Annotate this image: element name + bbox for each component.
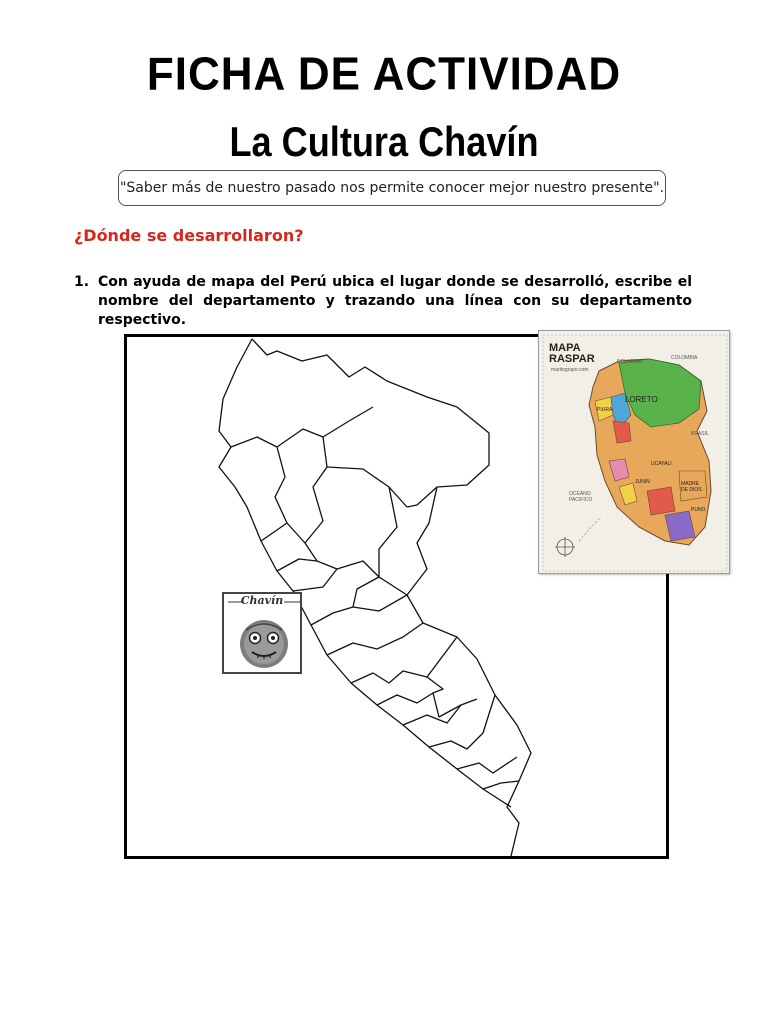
mini-map-title: MAPA RASPAR — [549, 342, 595, 365]
quote-box — [118, 170, 666, 206]
instruction-number: 1. — [74, 274, 90, 290]
dept-line — [327, 467, 407, 507]
quote-text: "Saber más de nuestro pasado nos permite conocer mejor nuestro presente". — [119, 180, 665, 196]
dept-line — [483, 781, 519, 789]
mini-map-website: maritogrupo.com — [551, 367, 589, 373]
dept-line — [429, 695, 495, 749]
mini-map-dept-madre-de-dios: MADRE DE DIOS — [681, 481, 702, 493]
dept-line — [457, 757, 517, 773]
dept-line — [379, 487, 397, 577]
dept-line — [351, 637, 457, 683]
chavin-label: Chavín — [240, 594, 284, 607]
dept-line — [353, 577, 379, 607]
dept-line — [407, 487, 437, 507]
mini-map-dept-loreto: LORETO — [625, 395, 658, 404]
dept-line — [327, 623, 423, 655]
mini-map-dept-piura: PIURA — [597, 407, 613, 413]
mini-map-country-brasil: BRASIL — [691, 431, 709, 437]
mini-map-country-colombia: COLOMBIA — [671, 355, 698, 361]
mini-map-ocean: OCEANO PACIFICO — [569, 491, 593, 503]
dept-line — [311, 595, 407, 625]
dept-line — [231, 437, 287, 523]
dept-line — [261, 523, 287, 541]
mini-cusco — [647, 487, 675, 515]
mini-map-dept-junin: JUNIN — [635, 479, 650, 485]
reference-color-map[interactable] — [538, 330, 730, 574]
dept-line — [277, 429, 327, 543]
mini-map-dept-puno: PUNO — [691, 507, 706, 513]
page-subtitle: La Cultura Chavín — [229, 118, 539, 165]
section-question: ¿Dónde se desarrollaron? — [74, 226, 304, 245]
instruction-text: Con ayuda de mapa del Perú ubica el lugar donde se desarrolló, escribe el nombre del departamento y trazando una línea con su departamento respectivo. — [98, 274, 692, 328]
dept-line — [293, 569, 337, 591]
dept-line — [277, 559, 317, 571]
peru-coast — [219, 339, 511, 807]
mini-map-country-ecuador: ECUADOR — [617, 359, 643, 365]
instruction — [74, 273, 694, 330]
dept-line — [377, 693, 433, 705]
page-title: FICHA DE ACTIVIDAD — [146, 48, 622, 101]
mini-map-dept-ucayali: UCAYALI — [651, 461, 672, 467]
chavin-image-card[interactable] — [222, 592, 302, 674]
dept-line — [403, 699, 477, 725]
dept-line — [287, 523, 407, 595]
dept-line — [323, 407, 373, 437]
